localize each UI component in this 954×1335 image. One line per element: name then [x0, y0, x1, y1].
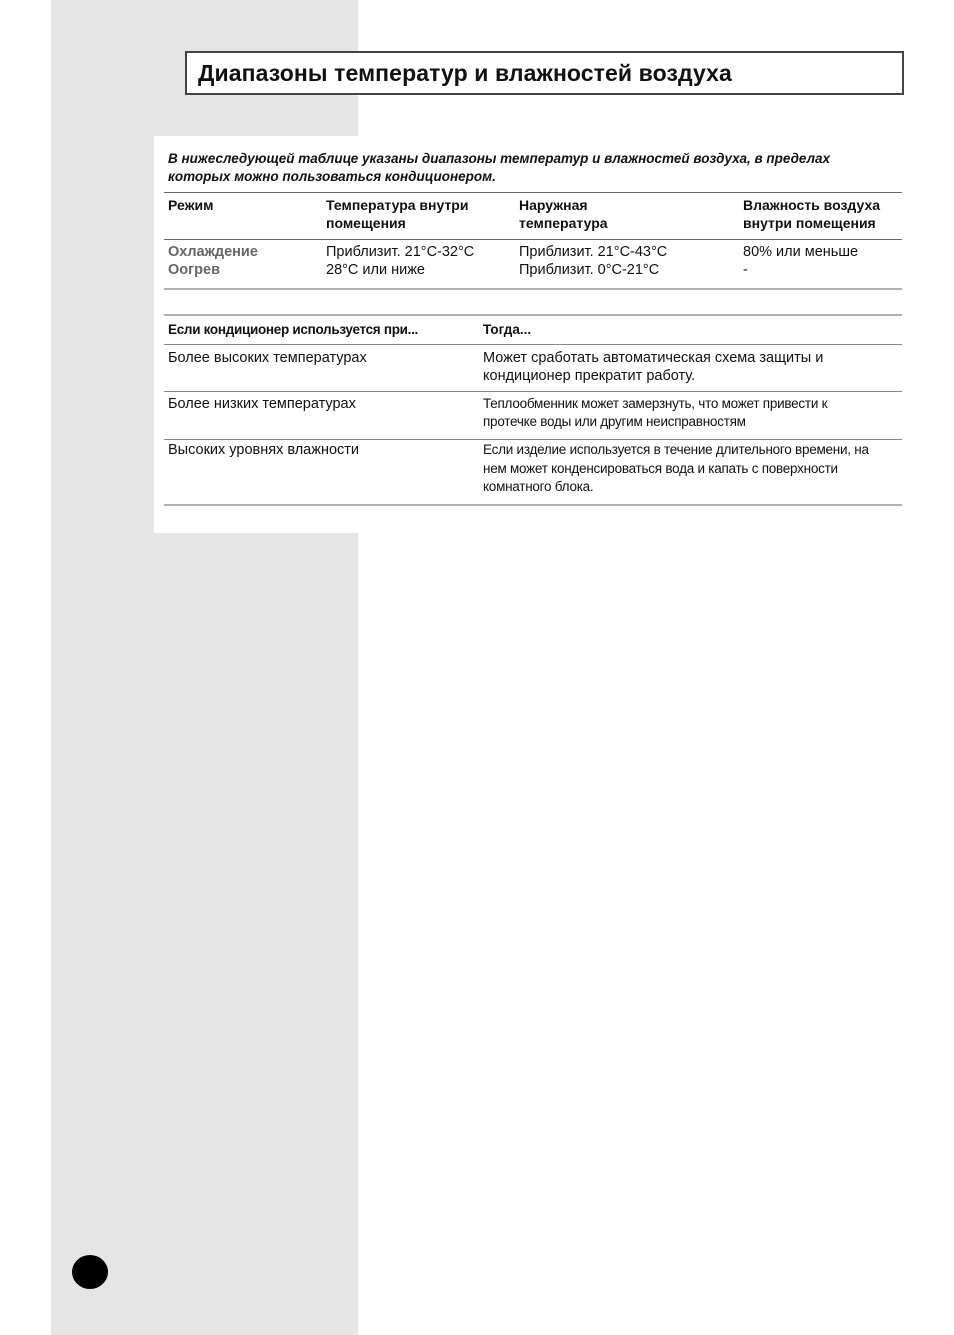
condition-table-top-rule	[164, 314, 902, 316]
header-indoor-line2: помещения	[326, 215, 406, 231]
condition-low-temp: Более низких температурах	[168, 396, 356, 412]
result-low-temp-line2: протечке воды или другим неисправностям	[483, 414, 746, 429]
section-title-box	[185, 51, 904, 95]
cooling-humidity: 80% или меньше	[743, 244, 859, 260]
condition-high-temp: Более высоких температурах	[168, 350, 367, 366]
range-table-header-rule	[164, 239, 902, 240]
condition-row-divider-1	[164, 391, 902, 392]
result-high-humidity-line1: Если изделие используется в течение длительного времени, на	[483, 442, 869, 457]
condition-table-bottom-rule	[164, 504, 902, 506]
cooling-indoor-range: Приблизит. 21°C-32°C	[326, 244, 475, 260]
header-mode: Режим	[168, 197, 214, 213]
header-condition-if: Если кондиционер используется при...	[168, 322, 418, 337]
header-humidity-line1: Влажность воздуха	[743, 197, 881, 213]
result-high-humidity-line3: комнатного блока.	[483, 479, 594, 494]
intro-text: В нижеследующей таблице указаны диапазоны температур и влажностей воздуха, в пределах которых можно пользоваться кондиционером.	[168, 151, 831, 184]
result-low-temp-line1: Теплообменник может замерзнуть, что может привести к	[483, 396, 828, 411]
result-high-humidity-line2: нем может конденсироваться вода и капать с поверхности	[483, 461, 838, 476]
heating-humidity: -	[743, 262, 748, 278]
mode-heating: Оогрев	[168, 262, 221, 278]
condition-high-humidity: Высоких уровнях влажности	[168, 442, 360, 458]
result-high-temp-line1: Может сработать автоматическая схема защиты и	[483, 350, 824, 366]
header-outdoor-line1: Наружная	[519, 197, 588, 213]
header-condition-then: Тогда...	[483, 322, 532, 337]
range-table-top-rule	[164, 192, 902, 193]
mode-cooling: Охлаждение	[168, 244, 258, 260]
header-humidity-line2: внутри помещения	[743, 215, 876, 231]
header-outdoor-line2: температура	[519, 215, 608, 231]
condition-row-divider-2	[164, 439, 902, 440]
header-indoor-line1: Температура внутри	[326, 197, 469, 213]
heating-outdoor-range: Приблизит. 0°C-21°C	[519, 262, 660, 278]
heating-indoor-range: 28°C или ниже	[326, 262, 425, 278]
range-table-bottom-rule	[164, 288, 902, 290]
cooling-outdoor-range: Приблизит. 21°C-43°C	[519, 244, 668, 260]
page-title: Диапазоны температур и влажностей воздуха	[198, 60, 732, 86]
page-marker-dot	[72, 1255, 108, 1289]
condition-table-header-rule	[164, 344, 902, 345]
result-high-temp-line2: кондиционер прекратит работу.	[483, 368, 696, 384]
